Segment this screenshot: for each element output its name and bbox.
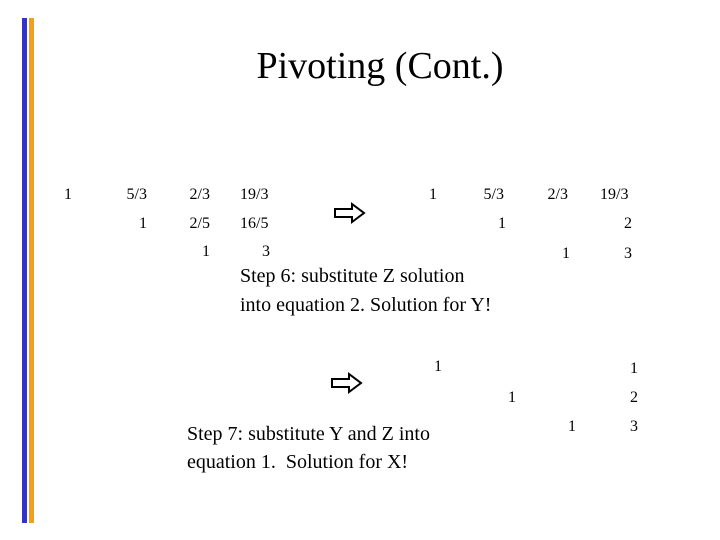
matrix-b-cell: 3 xyxy=(624,245,632,262)
matrix-c-cell: 2 xyxy=(630,389,638,406)
matrix-a-cell: 19/3 xyxy=(240,186,269,203)
matrix-c-cell: 1 xyxy=(630,360,638,377)
matrix-b-cell: 19/3 xyxy=(600,186,629,203)
right-arrow-icon xyxy=(333,202,367,224)
matrix-c-cell: 3 xyxy=(630,418,638,435)
matrix-b-cell: 5/3 xyxy=(483,186,504,203)
right-arrow-icon xyxy=(330,372,364,394)
left-accent-bar-orange xyxy=(29,18,34,523)
matrix-a-cell: 5/3 xyxy=(126,186,147,203)
matrix-b-cell: 2 xyxy=(624,215,632,232)
matrix-c-cell: 1 xyxy=(508,389,516,406)
matrix-a-cell: 1 xyxy=(64,186,72,203)
step-7-line-2: equation 1. Solution for X! xyxy=(187,451,409,473)
step-6-line-1: Step 6: substitute Z solution xyxy=(240,265,465,287)
step-7-line-1: Step 7: substitute Y and Z into xyxy=(187,423,430,445)
matrix-a-cell: 3 xyxy=(262,243,270,260)
matrix-a-cell: 16/5 xyxy=(240,215,269,232)
matrix-a-cell: 1 xyxy=(139,215,147,232)
step-6-line-2: into equation 2. Solution for Y! xyxy=(240,294,492,316)
slide-title: Pivoting (Cont.) xyxy=(256,45,504,87)
matrix-b-cell: 1 xyxy=(429,186,437,203)
matrix-b-cell: 1 xyxy=(498,215,506,232)
matrix-a-cell: 2/3 xyxy=(189,186,210,203)
matrix-c-cell: 1 xyxy=(434,358,442,375)
matrix-a-cell: 1 xyxy=(202,243,210,260)
matrix-b-cell: 2/3 xyxy=(547,186,568,203)
matrix-c-cell: 1 xyxy=(568,418,576,435)
left-accent-bar-blue xyxy=(22,18,27,523)
matrix-b-cell: 1 xyxy=(562,245,570,262)
matrix-a-cell: 2/5 xyxy=(189,215,210,232)
